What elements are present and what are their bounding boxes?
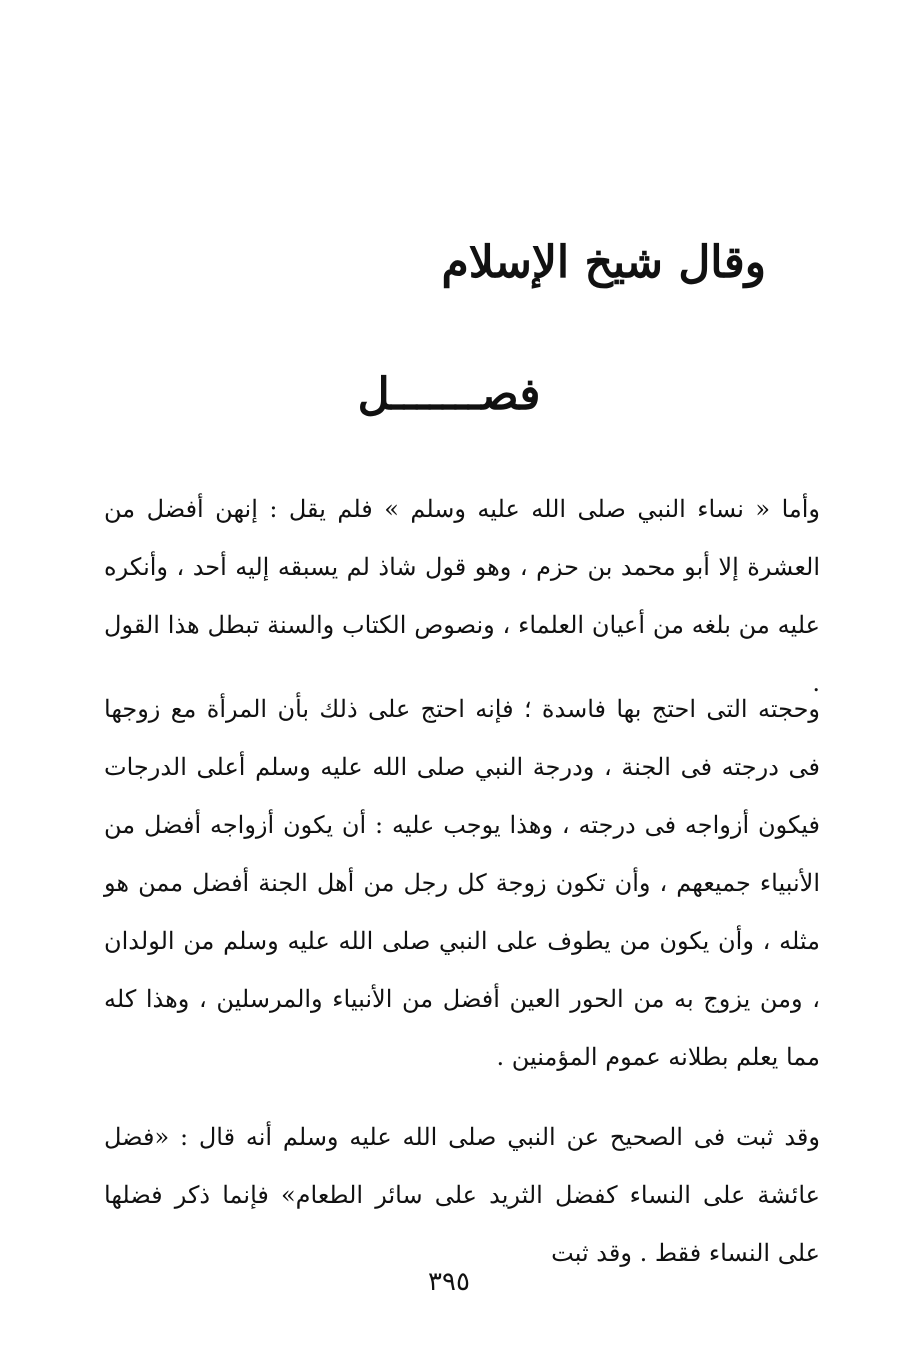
paragraph-1: وأما « نساء النبي صلى الله عليه وسلم » فلم يقل : إنهن أفضل من العشرة إلا أبو محمد بن حزم ، وهو قول شاذ لم يسبقه إليه أحد ، وأنكره عليه من بلغه من أعيان العلماء ، ونصوص الكتاب والسنة تبطل هذا القول . — [104, 495, 821, 697]
paragraph-3: وقد ثبت فى الصحيح عن النبي صلى الله عليه وسلم أنه قال : «فضل عائشة على النساء كفضل الثريد على سائر الطعام» فإنما ذكر فضلها على النساء فقط . وقد ثبت — [104, 1123, 820, 1267]
page-heading: وقال شيخ الإسلام — [441, 237, 766, 288]
paragraph-2: وحجته التى احتج بها فاسدة ؛ فإنه احتج على ذلك بأن المرأة مع زوجها فى درجته فى الجنة ، ودرجة النبي صلى الله عليه وسلم أعلى الدرجات فيكون أزواجه فى درجته ، وهذا يوجب عليه : أن يكون أزواجه أفضل من الأنبياء جميعهم ، وأن تكون زوجة كل رجل من أهل الجنة أفضل ممن هو مثله ، وأن يكون من يطوف على النبي صلى الله عليه وسلم من الولدان ، ومن يزوج به من الحور العين أفضل من الأنبياء والمرسلين ، وهذا كله مما يعلم بطلانه عموم المؤمنين . — [104, 695, 820, 1071]
section-title: فصـــــــل — [357, 369, 541, 420]
page-number: ٣٩٥ — [428, 1267, 470, 1297]
